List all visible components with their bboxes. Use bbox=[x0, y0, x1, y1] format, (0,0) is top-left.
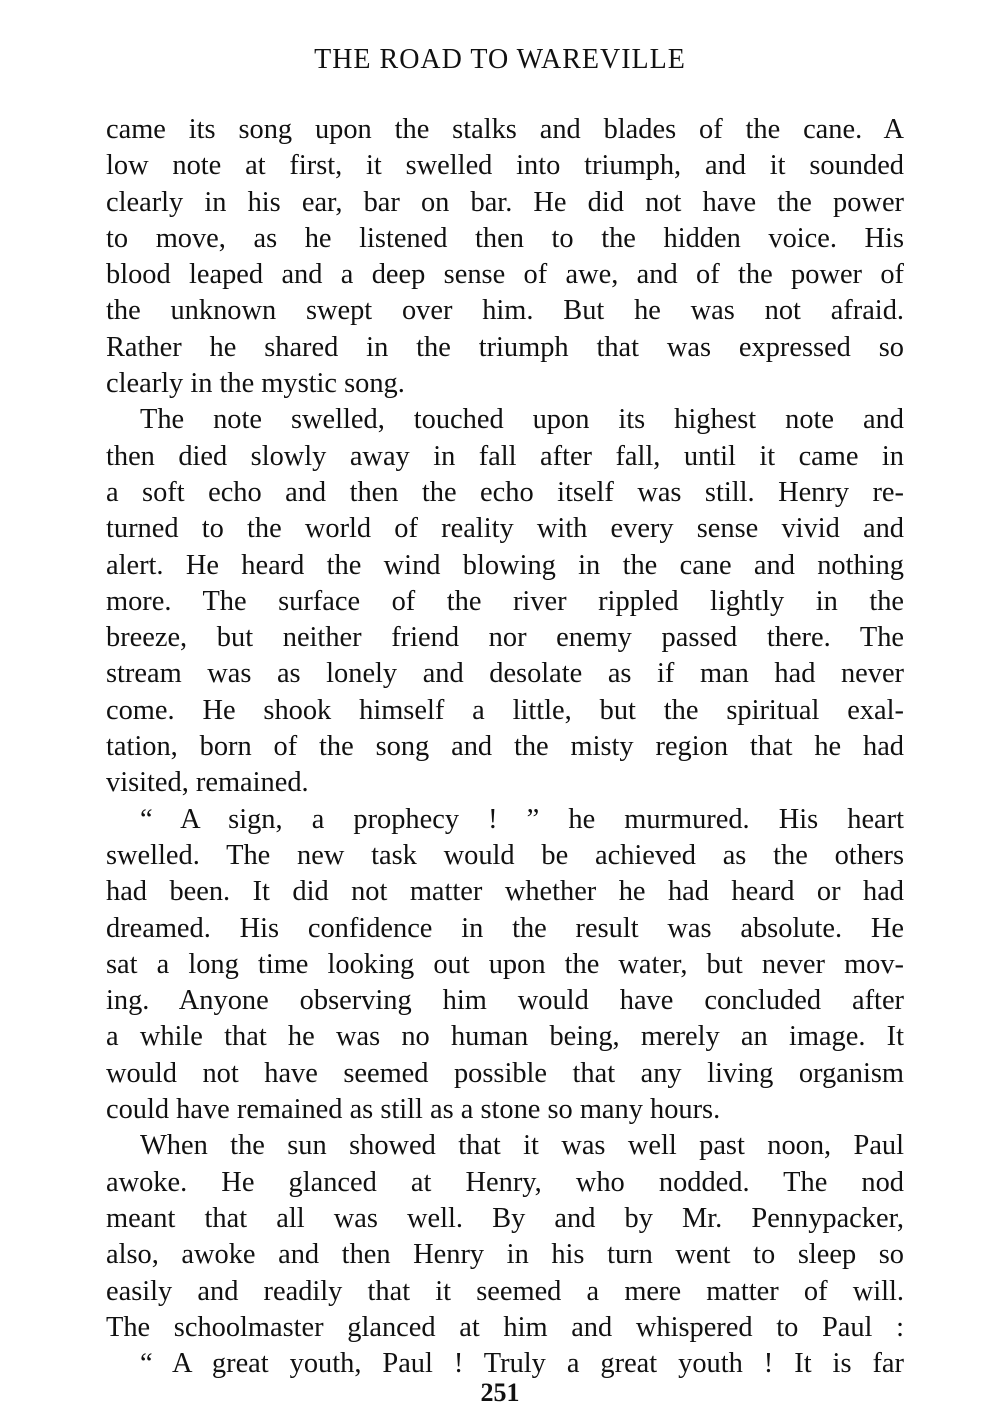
text-line: also, awoke and then Henry in his turn went to sleep so bbox=[106, 1239, 904, 1271]
text-line: When the sun showed that it was well past noon, Paul bbox=[140, 1130, 904, 1162]
text-line: “ A great youth, Paul ! Truly a great youth ! It is far bbox=[140, 1348, 904, 1380]
text-line: “ A sign, a prophecy ! ” he murmured. His heart bbox=[140, 803, 904, 835]
text-line: The schoolmaster glanced at him and whispered to Paul : bbox=[106, 1311, 904, 1343]
page-number: 251 bbox=[480, 1378, 520, 1407]
text-line: came its song upon the stalks and blades of the cane. A bbox=[106, 114, 904, 145]
text-line: clearly in his ear, bar on bar. He did not have the power bbox=[106, 186, 904, 218]
text-line: easily and readily that it seemed a mere matter of will. bbox=[106, 1275, 904, 1307]
text-line: dreamed. His confidence in the result was absolute. He bbox=[106, 912, 904, 944]
text-line: The note swelled, touched upon its highest note and bbox=[140, 404, 904, 436]
text-line: sat a long time looking out upon the water, but never mov- bbox=[106, 948, 904, 980]
running-head: THE ROAD TO WAREVILLE bbox=[314, 44, 686, 75]
text-line: swelled. The new task would be achieved as the others bbox=[106, 839, 904, 871]
text-line: the unknown swept over him. But he was not afraid. bbox=[106, 295, 904, 327]
text-line: to move, as he listened then to the hidden voice. His bbox=[106, 222, 904, 254]
text-line: blood leaped and a deep sense of awe, and of the power of bbox=[106, 259, 904, 291]
text-line: then died slowly away in fall after fall, until it came in bbox=[106, 440, 904, 472]
text-line: could have remained as still as a stone so many hours. bbox=[106, 1094, 721, 1126]
text-line: turned to the world of reality with every sense vivid and bbox=[106, 513, 904, 545]
text-line: a soft echo and then the echo itself was still. Henry re- bbox=[106, 476, 904, 508]
text-line: breeze, but neither friend nor enemy passed there. The bbox=[106, 622, 904, 654]
text-line: alert. He heard the wind blowing in the cane and nothing bbox=[106, 549, 904, 581]
text-line: meant that all was well. By and by Mr. Pennypacker, bbox=[106, 1202, 904, 1234]
text-line: a while that he was no human being, merely an image. It bbox=[106, 1021, 904, 1053]
text-line: ing. Anyone observing him would have concluded after bbox=[106, 985, 904, 1017]
text-line: low note at first, it swelled into triumph, and it sounded bbox=[106, 150, 904, 182]
text-line: had been. It did not matter whether he had heard or had bbox=[106, 876, 904, 908]
text-line: clearly in the mystic song. bbox=[106, 368, 405, 400]
text-line: Rather he shared in the triumph that was expressed so bbox=[106, 331, 904, 363]
text-line: come. He shook himself a little, but the spiritual exal- bbox=[106, 694, 904, 726]
body-text bbox=[106, 112, 904, 1382]
text-line: more. The surface of the river rippled lightly in the bbox=[106, 585, 904, 617]
text-line: stream was as lonely and desolate as if man had never bbox=[106, 658, 904, 690]
text-line: awoke. He glanced at Henry, who nodded. The nod bbox=[106, 1166, 904, 1198]
text-line: tation, born of the song and the misty region that he had bbox=[106, 731, 904, 763]
text-line: would not have seemed possible that any living organism bbox=[106, 1057, 904, 1089]
text-line: visited, remained. bbox=[106, 767, 309, 799]
